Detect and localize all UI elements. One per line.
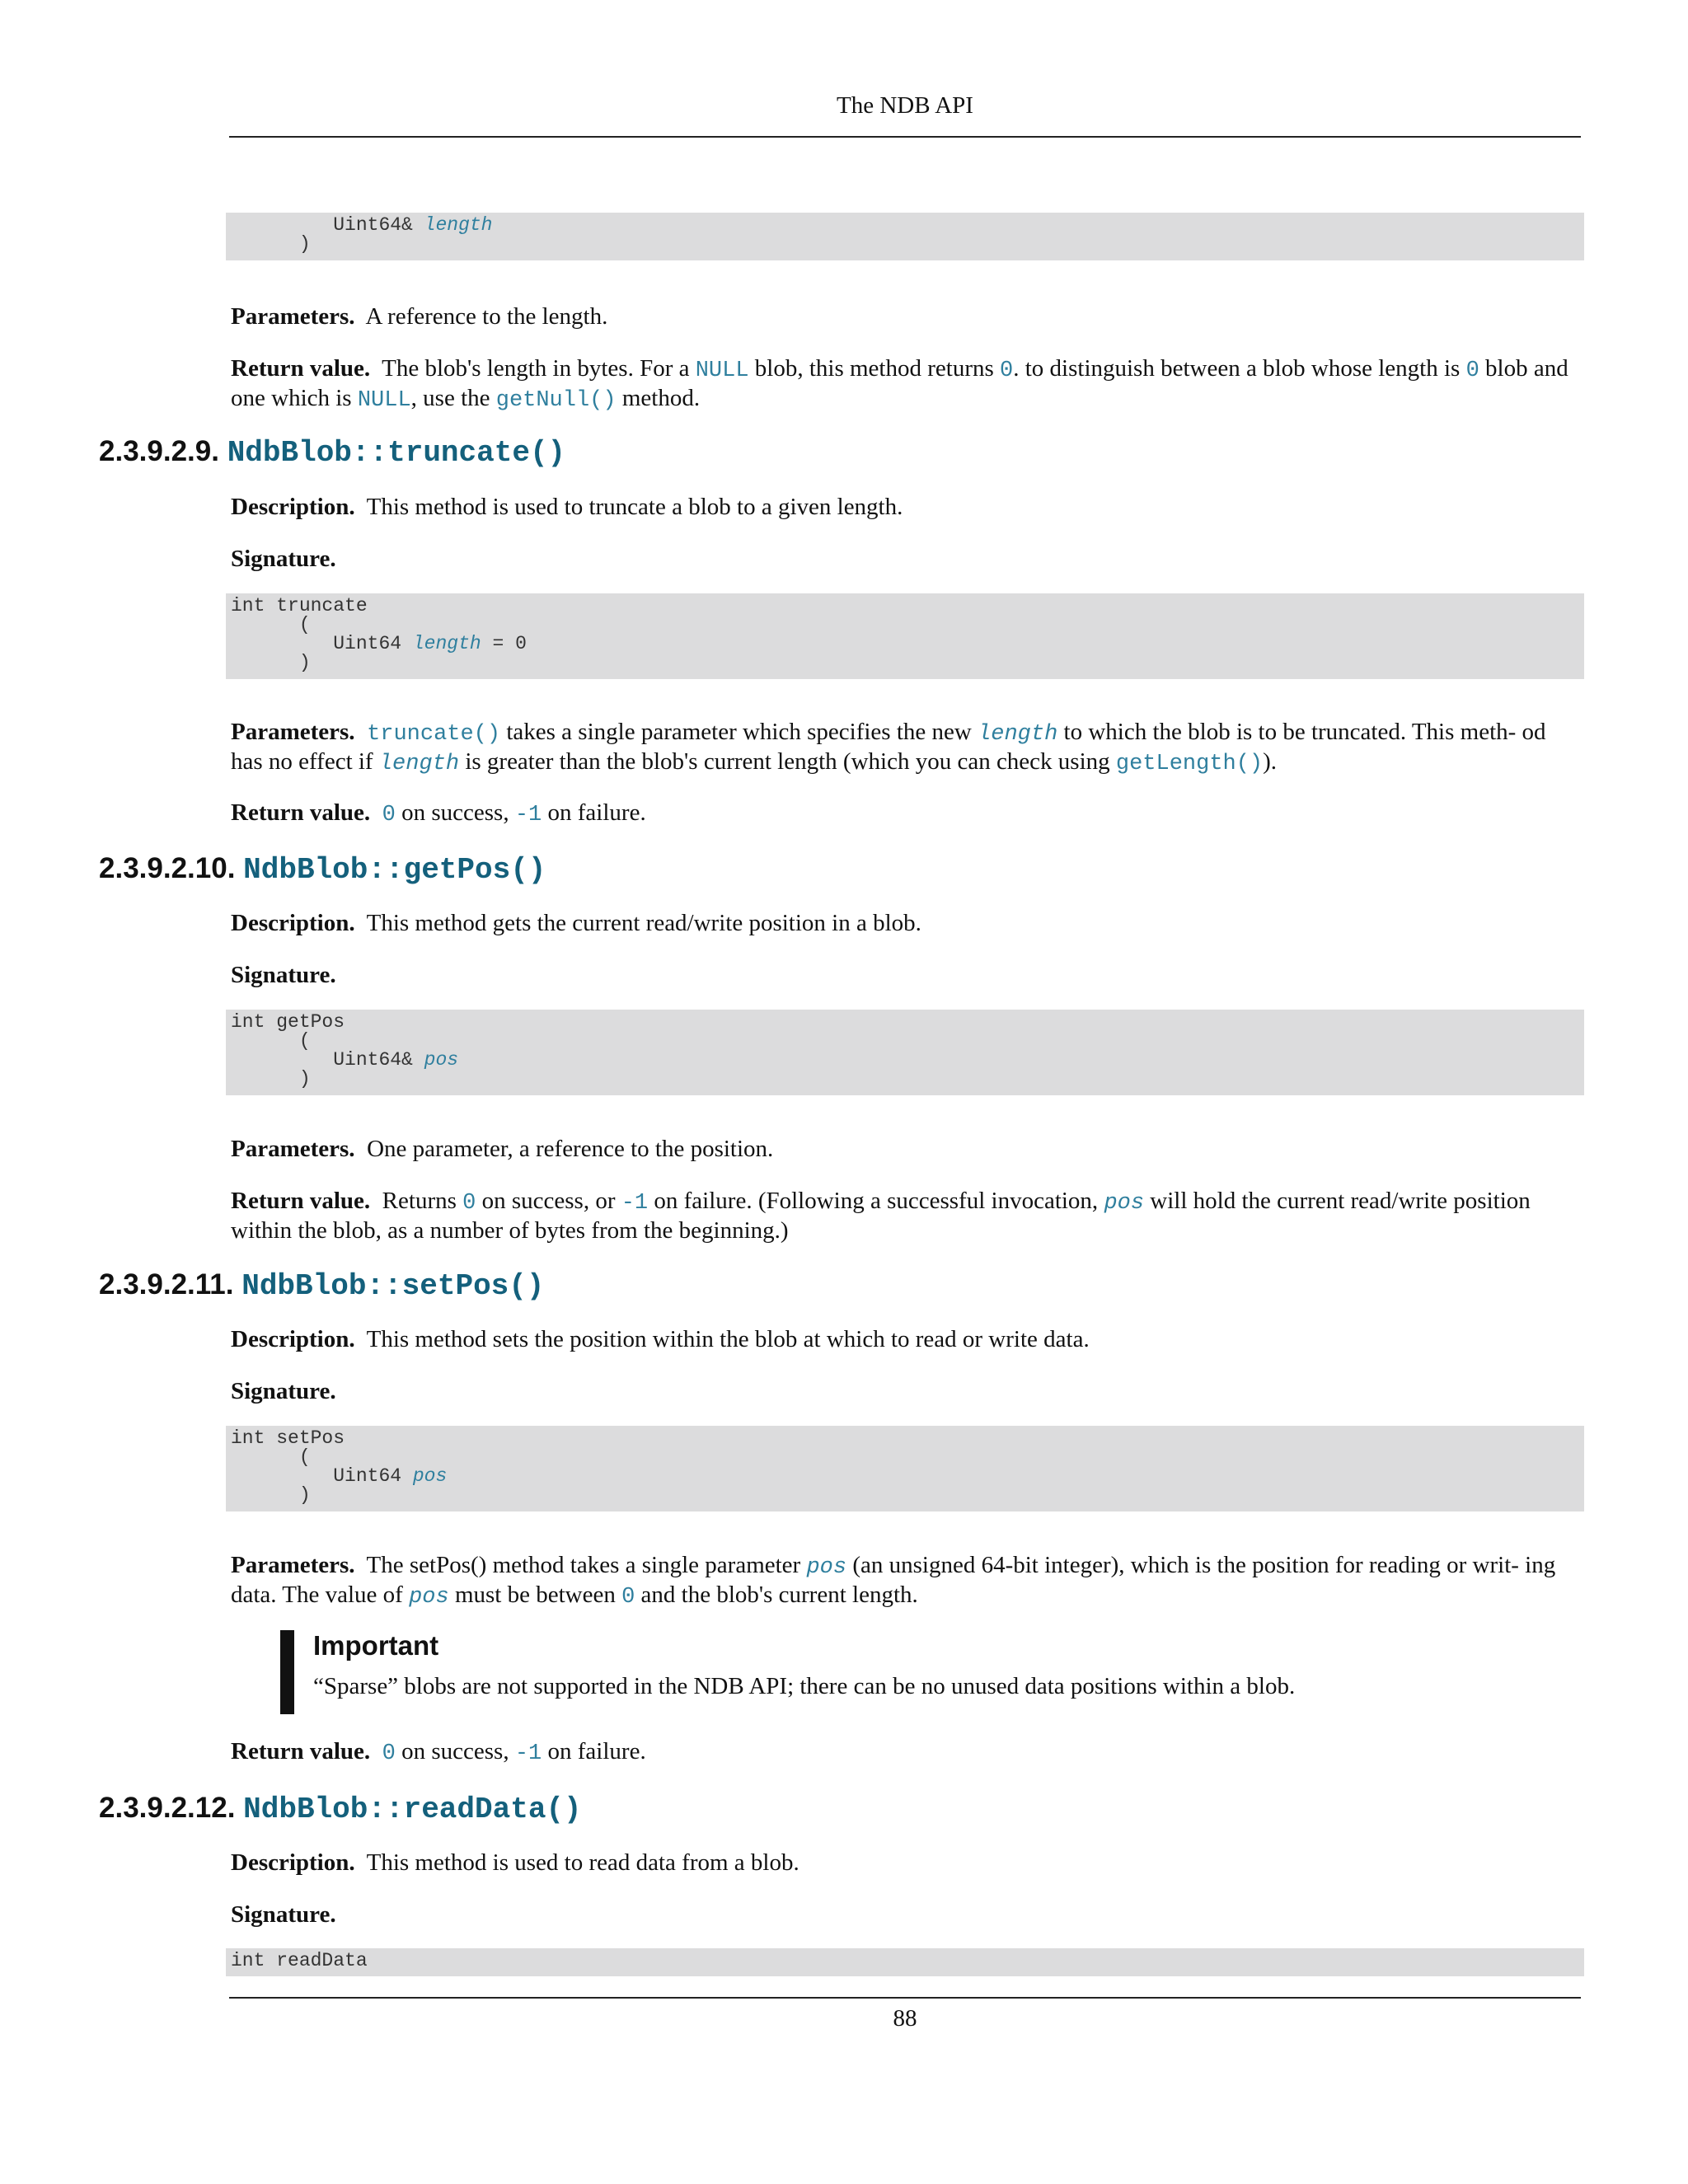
getpos-signature-label: Signature. xyxy=(231,962,336,988)
section-heading-truncate: 2.3.9.2.9. NdbBlob::truncate() xyxy=(99,435,566,470)
setpos-description: Description. This method sets the position within the blob at which to read or write data. xyxy=(231,1326,1090,1352)
section-heading-readdata: 2.3.9.2.12. NdbBlob::readData() xyxy=(99,1792,582,1826)
truncate-parameters: Parameters. truncate() takes a single parameter which specifies the new length to which the blob is to be truncated. This meth- od has no effect if length is greater than the blob's current length (which you can check using getLength()). xyxy=(231,719,1546,776)
code-block-getpos: int getPos ( Uint64& pos ) xyxy=(226,1010,1584,1095)
length-return-value: Return value. The blob's length in bytes. For a NULL blob, this method returns 0. to distinguish between a blob whose length is 0 blob and one which is NULL, use the getNull() method. xyxy=(231,355,1568,413)
setpos-return-value: Return value. 0 on success, -1 on failure. xyxy=(231,1738,646,1766)
important-text: “Sparse” blobs are not supported in the NDB API; there can be no unused data positions within a blob. xyxy=(313,1673,1296,1699)
setpos-parameters: Parameters. The setPos() method takes a single parameter pos (an unsigned 64-bit integer), which is the position for reading or writ- ing data. The value of pos must be between 0 and the blob's current length. xyxy=(231,1552,1556,1610)
important-admonition xyxy=(280,1630,1566,1714)
truncate-description: Description. This method is used to truncate a blob to a given length. xyxy=(231,494,903,520)
page-header: The NDB API xyxy=(837,92,973,119)
footer-rule xyxy=(229,1997,1581,1999)
section-heading-setpos: 2.3.9.2.11. NdbBlob::setPos() xyxy=(99,1268,545,1303)
getpos-return-value: Return value. Returns 0 on success, or -1 on failure. (Following a successful invocation, pos will hold the current read/write position within the blob, as a number of bytes from the beginning.) xyxy=(231,1188,1531,1244)
page-number: 88 xyxy=(893,2005,917,2032)
code-block-length: Uint64& length ) xyxy=(226,213,1584,260)
header-rule xyxy=(229,136,1581,138)
setpos-signature-label: Signature. xyxy=(231,1378,336,1404)
code-block-truncate: int truncate ( Uint64 length = 0 ) xyxy=(226,593,1584,679)
readdata-description: Description. This method is used to read data from a blob. xyxy=(231,1849,799,1876)
truncate-signature-label: Signature. xyxy=(231,546,336,572)
readdata-signature-label: Signature. xyxy=(231,1901,336,1928)
truncate-return-value: Return value. 0 on success, -1 on failure. xyxy=(231,799,646,827)
getpos-description: Description. This method gets the current read/write position in a blob. xyxy=(231,910,921,936)
important-bar xyxy=(280,1630,294,1714)
important-title: Important xyxy=(313,1630,439,1661)
code-block-setpos: int setPos ( Uint64 pos ) xyxy=(226,1426,1584,1511)
length-parameters: Parameters. A reference to the length. xyxy=(231,303,608,330)
getpos-parameters: Parameters. One parameter, a reference to the position. xyxy=(231,1136,774,1162)
code-block-readdata: int readData xyxy=(226,1948,1584,1976)
section-heading-getpos: 2.3.9.2.10. NdbBlob::getPos() xyxy=(99,852,546,887)
